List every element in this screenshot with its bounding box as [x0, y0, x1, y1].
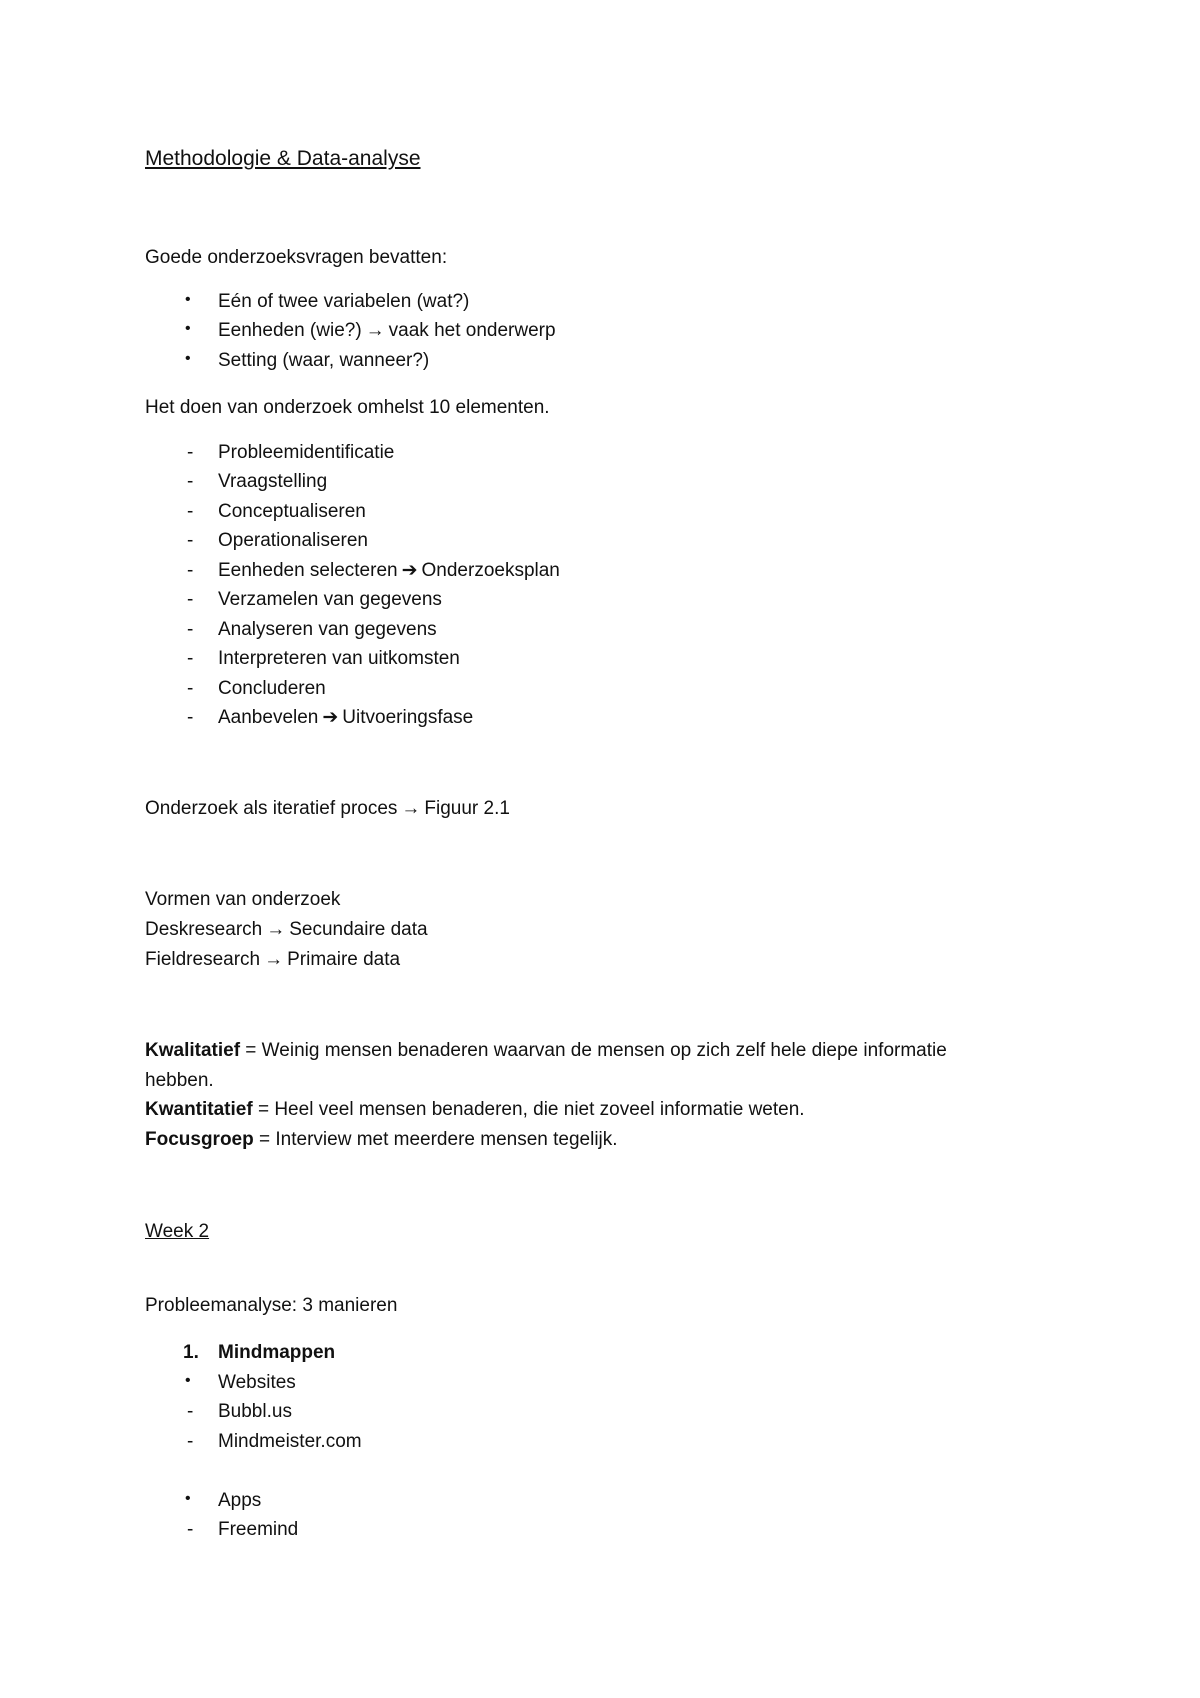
list-item: Setting (waar, wanneer?)	[218, 350, 430, 371]
definition-continuation: hebben.	[145, 1070, 214, 1091]
numbered-item-label: Mindmappen	[218, 1342, 336, 1363]
definition-kwantitatief	[145, 1100, 805, 1119]
arrow-icon: ➔	[322, 707, 339, 728]
dash-marker: -	[187, 1431, 194, 1452]
list-item: Verzamelen van gegevens	[218, 589, 442, 610]
item-post: Onderzoeksplan	[421, 560, 560, 581]
list-item: Freemind	[218, 1519, 299, 1540]
definition-kwalitatief	[145, 1041, 947, 1060]
list-item: Conceptualiseren	[218, 501, 366, 522]
bullet-marker: •	[185, 1490, 191, 1507]
item-post: vaak het onderwerp	[388, 320, 556, 341]
item-post: Uitvoeringsfase	[342, 707, 474, 728]
list-item: Bubbl.us	[218, 1401, 292, 1422]
dash-marker: -	[187, 560, 194, 581]
bullet-marker: •	[185, 350, 191, 367]
deskresearch-line	[145, 920, 428, 939]
list-item: Interpreteren van uitkomsten	[218, 648, 460, 669]
desk-post: Secundaire data	[289, 919, 428, 940]
list-item: Apps	[218, 1490, 262, 1511]
iteratief-post: Figuur 2.1	[424, 798, 510, 819]
dash-marker: -	[187, 530, 194, 551]
field-post: Primaire data	[287, 949, 401, 970]
section-heading-week: Week 2	[145, 1221, 210, 1242]
term-focusgroep: Focusgroep	[145, 1129, 254, 1150]
list-item: Analyseren van gegevens	[218, 619, 437, 640]
elements-intro: Het doen van onderzoek omhelst 10 elementen.	[145, 397, 550, 418]
arrow-icon: →	[264, 949, 284, 970]
list-item	[218, 321, 556, 340]
field-pre: Fieldresearch	[145, 949, 261, 970]
definition-text: = Heel veel mensen benaderen, die niet zoveel informatie weten.	[252, 1099, 805, 1120]
dash-marker: -	[187, 707, 194, 728]
term-kwantitatief: Kwantitatief	[145, 1099, 253, 1120]
dash-marker: -	[187, 678, 194, 699]
list-item: Mindmeister.com	[218, 1431, 362, 1452]
dash-marker: -	[187, 1401, 194, 1422]
iteratief-line	[145, 799, 510, 818]
list-item	[218, 708, 473, 727]
arrow-icon: →	[401, 798, 421, 819]
dash-marker: -	[187, 1519, 194, 1540]
list-item: Websites	[218, 1372, 296, 1393]
list-number: 1.	[183, 1342, 199, 1363]
bullet-marker: •	[185, 320, 191, 337]
dash-marker: -	[187, 619, 194, 640]
probleemanalyse-line: Probleemanalyse: 3 manieren	[145, 1295, 398, 1316]
dash-marker: -	[187, 442, 194, 463]
fieldresearch-line	[145, 950, 400, 969]
term-kwalitatief: Kwalitatief	[145, 1040, 241, 1061]
dash-marker: -	[187, 501, 194, 522]
bullet-marker: •	[185, 1372, 191, 1389]
dash-marker: -	[187, 471, 194, 492]
arrow-icon: ➔	[401, 560, 418, 581]
intro-text: Goede onderzoeksvragen bevatten:	[145, 247, 448, 268]
list-item: Eén of twee variabelen (wat?)	[218, 291, 470, 312]
list-item: Operationaliseren	[218, 530, 368, 551]
dash-marker: -	[187, 648, 194, 669]
desk-pre: Deskresearch	[145, 919, 263, 940]
list-item: Probleemidentificatie	[218, 442, 395, 463]
definition-text: = Interview met meerdere mensen tegelijk.	[253, 1129, 618, 1150]
list-item	[218, 561, 560, 580]
dash-marker: -	[187, 589, 194, 610]
definition-focusgroep	[145, 1130, 618, 1149]
list-item: Vraagstelling	[218, 471, 328, 492]
item-pre: Eenheden (wie?)	[218, 320, 362, 341]
page-title: Methodologie & Data-analyse	[145, 147, 421, 170]
arrow-icon: →	[266, 919, 286, 940]
arrow-icon: →	[365, 320, 385, 341]
bullet-marker: •	[185, 291, 191, 308]
vormen-heading: Vormen van onderzoek	[145, 889, 341, 910]
item-pre: Aanbevelen	[218, 707, 319, 728]
list-item: Concluderen	[218, 678, 326, 699]
iteratief-pre: Onderzoek als iteratief proces	[145, 798, 398, 819]
item-pre: Eenheden selecteren	[218, 560, 398, 581]
definition-text: = Weinig mensen benaderen waarvan de mensen op zich zelf hele diepe informatie	[240, 1040, 947, 1061]
